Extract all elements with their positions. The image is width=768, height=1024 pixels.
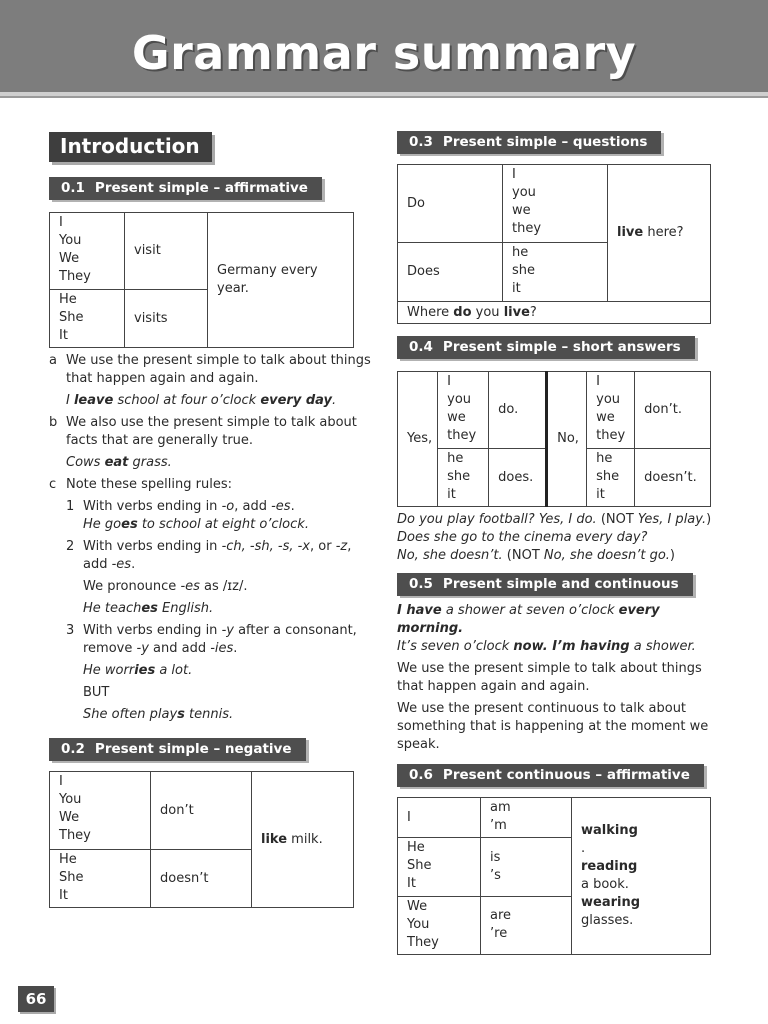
subject-text: they bbox=[596, 428, 626, 443]
rule-2-pronunciation bbox=[49, 578, 371, 596]
subject-text: he bbox=[447, 451, 464, 466]
subject-text: You bbox=[59, 233, 82, 248]
verb-text: like bbox=[261, 831, 288, 847]
subjects-cell bbox=[503, 165, 608, 243]
short-answer-examples bbox=[397, 511, 717, 565]
subject-text: we bbox=[447, 410, 466, 425]
subject-text: I bbox=[447, 374, 451, 389]
no-cell: No, bbox=[547, 372, 587, 507]
yes-cell: Yes, bbox=[398, 372, 438, 507]
object-text: milk. bbox=[287, 831, 323, 847]
section-0-3-heading bbox=[397, 131, 717, 154]
subject-text: it bbox=[596, 487, 605, 502]
rule-1 bbox=[49, 498, 371, 534]
example-line bbox=[397, 638, 717, 656]
rule-2 bbox=[49, 538, 371, 574]
negative-table bbox=[49, 771, 354, 908]
rule-2-example bbox=[49, 600, 371, 618]
subject-text: I bbox=[59, 215, 63, 230]
note-b bbox=[49, 414, 371, 450]
subjects-cell bbox=[587, 372, 635, 449]
auxiliary-cell: doesn’t bbox=[151, 850, 252, 908]
note-marker: c bbox=[49, 477, 57, 492]
participle-line bbox=[581, 858, 701, 894]
example-key: eat bbox=[104, 455, 129, 470]
questions-table bbox=[397, 164, 711, 324]
subjects-cell bbox=[503, 243, 608, 302]
note-text: We also use the present simple to talk about facts that are generally true. bbox=[66, 415, 357, 448]
example-key: es bbox=[121, 517, 138, 532]
object-cell: Germany every year. bbox=[208, 213, 354, 348]
subjects-cell bbox=[50, 290, 125, 348]
subject-text: He bbox=[59, 292, 77, 307]
subject-text: We bbox=[407, 899, 428, 914]
rule-text: -ch, -sh, -s, -x bbox=[221, 539, 310, 554]
example-text: (NOT bbox=[596, 512, 638, 527]
subjects-cell: I bbox=[398, 798, 481, 838]
subjects-cell bbox=[438, 372, 489, 449]
auxiliary-text: ’m bbox=[490, 818, 507, 833]
subject-text: it bbox=[512, 281, 521, 296]
example-text: English. bbox=[157, 601, 214, 616]
rule-3-example bbox=[49, 662, 371, 680]
auxiliary-cell: does. bbox=[489, 449, 547, 507]
example-text: Cows bbox=[66, 455, 105, 470]
auxiliary-text: am bbox=[490, 800, 511, 815]
example-text: ) bbox=[669, 548, 675, 563]
participle-line bbox=[581, 894, 701, 930]
subject-text: They bbox=[59, 828, 91, 843]
participle-text: . bbox=[581, 841, 586, 856]
note-text: We use the present simple to talk about things that happen again and again. bbox=[66, 353, 371, 386]
auxiliary-cell: Does bbox=[398, 243, 503, 302]
wh-key: live bbox=[503, 304, 530, 320]
auxiliary-cell bbox=[481, 838, 572, 897]
participle-text: glasses. bbox=[581, 913, 634, 928]
subject-text: She bbox=[59, 870, 84, 885]
subjects-cell bbox=[50, 213, 125, 290]
auxiliary-cell: don’t bbox=[151, 772, 252, 850]
example-key: s bbox=[177, 707, 185, 722]
usage-notes bbox=[49, 352, 371, 724]
section-number: 0.4 bbox=[409, 339, 433, 355]
participle-cell bbox=[572, 798, 711, 955]
but-label: BUT bbox=[83, 685, 110, 700]
note-b-example bbox=[49, 454, 371, 472]
rule-text: -es bbox=[111, 557, 132, 572]
rule-3-example-2 bbox=[49, 706, 371, 724]
wh-text: ? bbox=[529, 304, 537, 320]
note-text: Note these spelling rules: bbox=[66, 477, 232, 492]
rule-text: -o bbox=[221, 499, 235, 514]
example-line bbox=[397, 602, 717, 638]
rule-text: . bbox=[131, 557, 136, 572]
subject-text: You bbox=[59, 792, 82, 807]
note-c bbox=[49, 476, 371, 494]
simple-continuous-notes bbox=[397, 602, 717, 754]
subject-text: we bbox=[512, 203, 531, 218]
rule-3 bbox=[49, 622, 371, 658]
rule-text: -es bbox=[271, 499, 291, 514]
section-title: Present simple – questions bbox=[442, 134, 648, 150]
note-marker: a bbox=[49, 353, 57, 368]
auxiliary-cell: doesn’t. bbox=[635, 449, 711, 507]
subject-text: we bbox=[596, 410, 615, 425]
example-text: grass. bbox=[128, 455, 172, 470]
example-text: Yes, I play. bbox=[637, 512, 707, 527]
subjects-cell bbox=[438, 449, 489, 507]
example-text: I bbox=[66, 393, 74, 408]
subject-text: It bbox=[407, 876, 416, 891]
note-a bbox=[49, 352, 371, 388]
subject-text: She bbox=[407, 858, 432, 873]
example-text: She often play bbox=[83, 707, 178, 722]
subjects-cell bbox=[398, 838, 481, 897]
rule-text: , bbox=[347, 539, 352, 554]
short-answers-table bbox=[397, 371, 711, 507]
auxiliary-cell: Do bbox=[398, 165, 503, 243]
right-column bbox=[397, 131, 717, 955]
continuous-affirmative-table bbox=[397, 797, 711, 955]
subject-text: she bbox=[596, 469, 620, 484]
note-marker: b bbox=[49, 415, 58, 430]
subject-text: You bbox=[407, 917, 430, 932]
rule-text: -es bbox=[180, 579, 200, 594]
affirmative-table bbox=[49, 212, 354, 348]
example-text: (NOT bbox=[502, 548, 544, 563]
example-text: No, she doesn’t go. bbox=[543, 548, 670, 563]
rule-text: and add bbox=[148, 641, 211, 656]
subject-text: I bbox=[512, 167, 516, 182]
example-text: . bbox=[331, 393, 337, 408]
example-text: a shower. bbox=[629, 639, 696, 654]
example-line bbox=[397, 547, 717, 565]
header-edge-line bbox=[0, 96, 768, 98]
example-text: He go bbox=[83, 517, 122, 532]
subject-text: you bbox=[596, 392, 621, 407]
wh-question-cell bbox=[398, 302, 711, 324]
verb-cell bbox=[608, 165, 711, 302]
subject-text: they bbox=[447, 428, 477, 443]
rule-text: With verbs ending in bbox=[83, 539, 222, 554]
rule-marker: 2 bbox=[66, 539, 75, 554]
rule-text: , add bbox=[234, 499, 272, 514]
example-line bbox=[397, 511, 717, 529]
section-title: Present simple and continuous bbox=[442, 576, 679, 592]
example-key: es bbox=[141, 601, 158, 616]
section-0-4-heading bbox=[397, 336, 717, 359]
example-key: now. I’m having bbox=[513, 639, 630, 654]
section-0-1-heading bbox=[49, 177, 371, 200]
auxiliary-cell bbox=[481, 897, 572, 955]
example-key: ies bbox=[134, 663, 156, 678]
subject-text: you bbox=[447, 392, 472, 407]
wh-text: you bbox=[471, 304, 504, 320]
section-0-2-heading bbox=[49, 738, 371, 761]
wh-text: Where bbox=[407, 304, 454, 320]
participle-text: a book. bbox=[581, 877, 629, 892]
section-title: Present continuous – affirmative bbox=[442, 767, 690, 783]
subject-text: They bbox=[407, 935, 439, 950]
subjects-cell bbox=[398, 897, 481, 955]
rule-marker: 3 bbox=[66, 623, 75, 638]
subject-text: she bbox=[512, 263, 536, 278]
rule-text: -y bbox=[136, 641, 149, 656]
auxiliary-cell: do. bbox=[489, 372, 547, 449]
left-column bbox=[49, 132, 371, 908]
auxiliary-cell: don’t. bbox=[635, 372, 711, 449]
section-number: 0.1 bbox=[61, 180, 85, 196]
subject-text: We bbox=[59, 251, 80, 266]
auxiliary-text: is bbox=[490, 849, 501, 865]
subject-text: it bbox=[447, 487, 456, 502]
rule-text: We pronounce bbox=[83, 579, 181, 594]
subjects-cell bbox=[50, 772, 151, 850]
example-text: school at four o’clock bbox=[113, 393, 261, 408]
auxiliary-text: ’s bbox=[490, 867, 501, 883]
section-number: 0.6 bbox=[409, 767, 433, 783]
example-key: leave bbox=[73, 393, 114, 408]
example-text: He worr bbox=[83, 663, 135, 678]
subjects-cell bbox=[50, 850, 151, 908]
subject-text: they bbox=[512, 221, 542, 236]
section-0-5-heading bbox=[397, 573, 717, 596]
explanation-text: We use the present continuous to talk about something that is happening at the moment we speak. bbox=[397, 701, 709, 752]
example-text: to school at eight o’clock. bbox=[137, 517, 309, 532]
subject-text: she bbox=[447, 469, 471, 484]
subject-text: he bbox=[512, 245, 529, 260]
page-number: 66 bbox=[18, 986, 54, 1012]
verb-cell: visit bbox=[125, 213, 208, 290]
subject-text: They bbox=[59, 269, 91, 284]
subject-text: It bbox=[59, 888, 68, 903]
rule-text: add bbox=[83, 557, 112, 572]
example-text: He teach bbox=[83, 601, 142, 616]
section-number: 0.3 bbox=[409, 134, 433, 150]
rule-text: -z bbox=[335, 539, 348, 554]
rule-text: as /ɪz/. bbox=[199, 579, 248, 594]
participle-key: wearing bbox=[581, 895, 641, 910]
wh-key: do bbox=[453, 304, 472, 320]
subject-text: I bbox=[59, 774, 63, 789]
example-key: every morning. bbox=[397, 603, 660, 636]
rule-text: With verbs ending in bbox=[83, 499, 222, 514]
example-text: Do you play football? Yes, I do. bbox=[397, 512, 597, 527]
rule-text: -y bbox=[221, 623, 234, 638]
subject-text: He bbox=[407, 840, 425, 855]
auxiliary-cell bbox=[481, 798, 572, 838]
subject-text: you bbox=[512, 185, 536, 200]
rule-text: With verbs ending in bbox=[83, 623, 222, 638]
example-key: I have bbox=[397, 603, 442, 618]
note-a-example bbox=[49, 392, 371, 410]
rule-text: . bbox=[233, 641, 238, 656]
subject-text: We bbox=[59, 810, 80, 825]
introduction-heading: Introduction bbox=[49, 132, 212, 162]
subjects-cell bbox=[587, 449, 635, 507]
page-title: Grammar summary bbox=[131, 26, 637, 80]
subject-text: He bbox=[59, 852, 77, 867]
example-text: No, she doesn’t. bbox=[397, 548, 503, 563]
subject-text: he bbox=[596, 451, 613, 466]
verb-cell: visits bbox=[125, 290, 208, 348]
participle-key: reading bbox=[581, 859, 638, 874]
section-title: Present simple – short answers bbox=[442, 339, 681, 355]
rule-marker: 1 bbox=[66, 499, 75, 514]
section-number: 0.2 bbox=[61, 741, 85, 757]
example-text: a shower at seven o’clock bbox=[441, 603, 619, 618]
subject-text: I bbox=[596, 374, 600, 389]
example-text: tennis. bbox=[184, 707, 234, 722]
section-title: Present simple – negative bbox=[94, 741, 292, 757]
example-line: Does she go to the cinema every day? bbox=[397, 530, 648, 545]
participle-key: walking bbox=[581, 823, 638, 838]
subject-text: It bbox=[59, 328, 68, 343]
section-number: 0.5 bbox=[409, 576, 433, 592]
explanation-text: We use the present simple to talk about things that happen again and again. bbox=[397, 661, 702, 694]
rule-text: remove bbox=[83, 641, 137, 656]
verb-cell bbox=[252, 772, 354, 908]
rule-text: , or bbox=[310, 539, 336, 554]
participle-line bbox=[581, 822, 701, 858]
auxiliary-text: ’re bbox=[490, 926, 508, 941]
section-title: Present simple – affirmative bbox=[94, 180, 308, 196]
example-text: It’s seven o’clock bbox=[397, 639, 514, 654]
section-0-6-heading bbox=[397, 764, 717, 787]
rest-text: here? bbox=[643, 225, 684, 240]
example-key: every day bbox=[260, 393, 332, 408]
verb-text: live bbox=[617, 225, 644, 240]
example-text: a lot. bbox=[155, 663, 193, 678]
rule-text: -ies bbox=[210, 641, 234, 656]
subject-text: She bbox=[59, 310, 84, 325]
rule-text: . bbox=[290, 499, 295, 514]
example-text: ) bbox=[706, 512, 712, 527]
auxiliary-text: are bbox=[490, 908, 512, 923]
rule-text: after a consonant, bbox=[233, 623, 357, 638]
